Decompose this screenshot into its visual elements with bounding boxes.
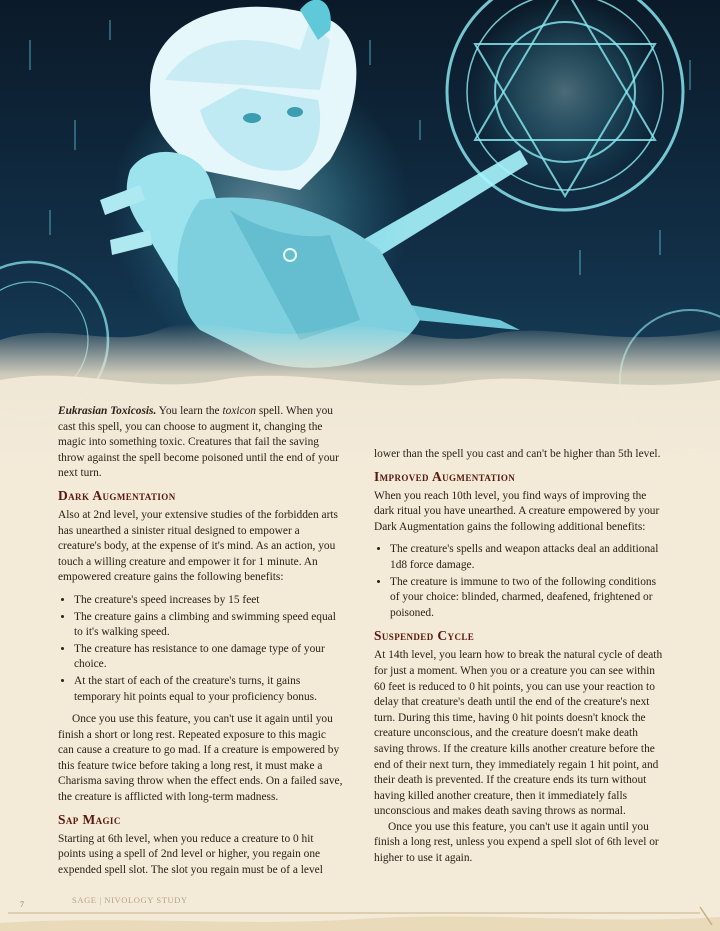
footer-ornament <box>0 905 720 931</box>
list-item: • The creature's spells and weapon attacks deal an additional 1d8 force damage. <box>390 542 664 573</box>
improved-augmentation-heading: Improved Augmentation <box>374 468 516 484</box>
list-item: • At the start of each of the creature's turns, it gains temporary hit points equal to your proficiency bonus. <box>74 674 344 705</box>
list-item: • The creature is immune to two of the following conditions of your choice: blinded, charmed, deafened, frightened or poisoned. <box>390 575 664 622</box>
dark-augmentation-after: Once you use this feature, you can't use it again until you finish a short or long rest. Repeated exposure to this magic can cause a creature to go mad. If a creature is empowered by this feature twice before taking a long rest, it must make a Charisma saving throw when the effect ends. On a failed save, the creature is afflicted with long-term madness. <box>58 713 343 804</box>
footer-text: SAGE | NIVOLOGY STUDY <box>72 895 188 905</box>
suspended-cycle-after: Once you use this feature, you can't use it again until you finish a long rest, unless you expend a spell slot of 6th level or higher to use it again. <box>374 820 659 865</box>
list-item: • The creature has resistance to one damage type of your choice. <box>74 642 344 673</box>
list-item: • The creature gains a climbing and swimming speed equal to it's walking speed. <box>74 610 344 641</box>
improved-augmentation-body: When you reach 10th level, you find ways of improving the dark ritual you have unearthed. A creature empowered by your Dark Augmentation gains the following additional benefits: <box>374 489 660 533</box>
list-item: • The creature's speed increases by 15 feet <box>74 593 344 609</box>
page-number: 7 <box>20 900 24 909</box>
intro-text-1: You learn the <box>156 405 223 417</box>
dark-augmentation-body: Also at 2nd level, your extensive studies of the forbidden arts has unearthed a sinister ritual designed to empower a creature's body, at the expense of it's mind. As an action, you touch a willing creature and empower it for 1 minute. An empowered creature gains the following benefits: <box>58 508 338 584</box>
spell-name: toxicon <box>222 405 256 417</box>
right-column <box>374 447 664 867</box>
suspended-cycle-body: At 14th level, you learn how to break the natural cycle of death for just a moment. When you or a creature you can see within 60 feet is reduced to 0 hit points, you can use your reaction to delay that creature's death until the end of the creature's next turn. During this time, having 0 hit points doesn't knock the creature unconscious, and the creature doesn't make death saving throws. If the creature kills another creature before the end of their next turn, they immediately regain 1 hit point, and their death is prevented. If the creature ends its turn without having killed another creature, then it immediately falls unconscious and makes death saving throws as normal. <box>374 649 663 818</box>
suspended-cycle-heading: Suspended Cycle <box>374 628 475 644</box>
dark-augmentation-list <box>58 593 344 705</box>
sap-magic-body: Starting at 6th level, when you reduce a creature to 0 hit points using a spell of 2nd level or higher, you regain one expended spell slot. The slot you regain must be of a level <box>58 832 323 876</box>
sap-magic-heading: Sap Magic <box>58 811 121 827</box>
intro-text-2: spell. When you cast this spell, you can choose to augment it, changing the magic into something toxic. Creatures that fail the saving throw against the spell become poisoned until the end of your next turn. <box>58 405 339 480</box>
left-column <box>58 404 344 878</box>
eukrasian-toxicosis-paragraph <box>58 404 344 482</box>
improved-augmentation-list <box>374 542 664 621</box>
sap-magic-continued: lower than the spell you cast and can't be higher than 5th level. <box>374 448 661 460</box>
feature-lead: Eukrasian Toxicosis. <box>58 405 157 417</box>
dark-augmentation-heading: Dark Augmentation <box>58 487 176 503</box>
